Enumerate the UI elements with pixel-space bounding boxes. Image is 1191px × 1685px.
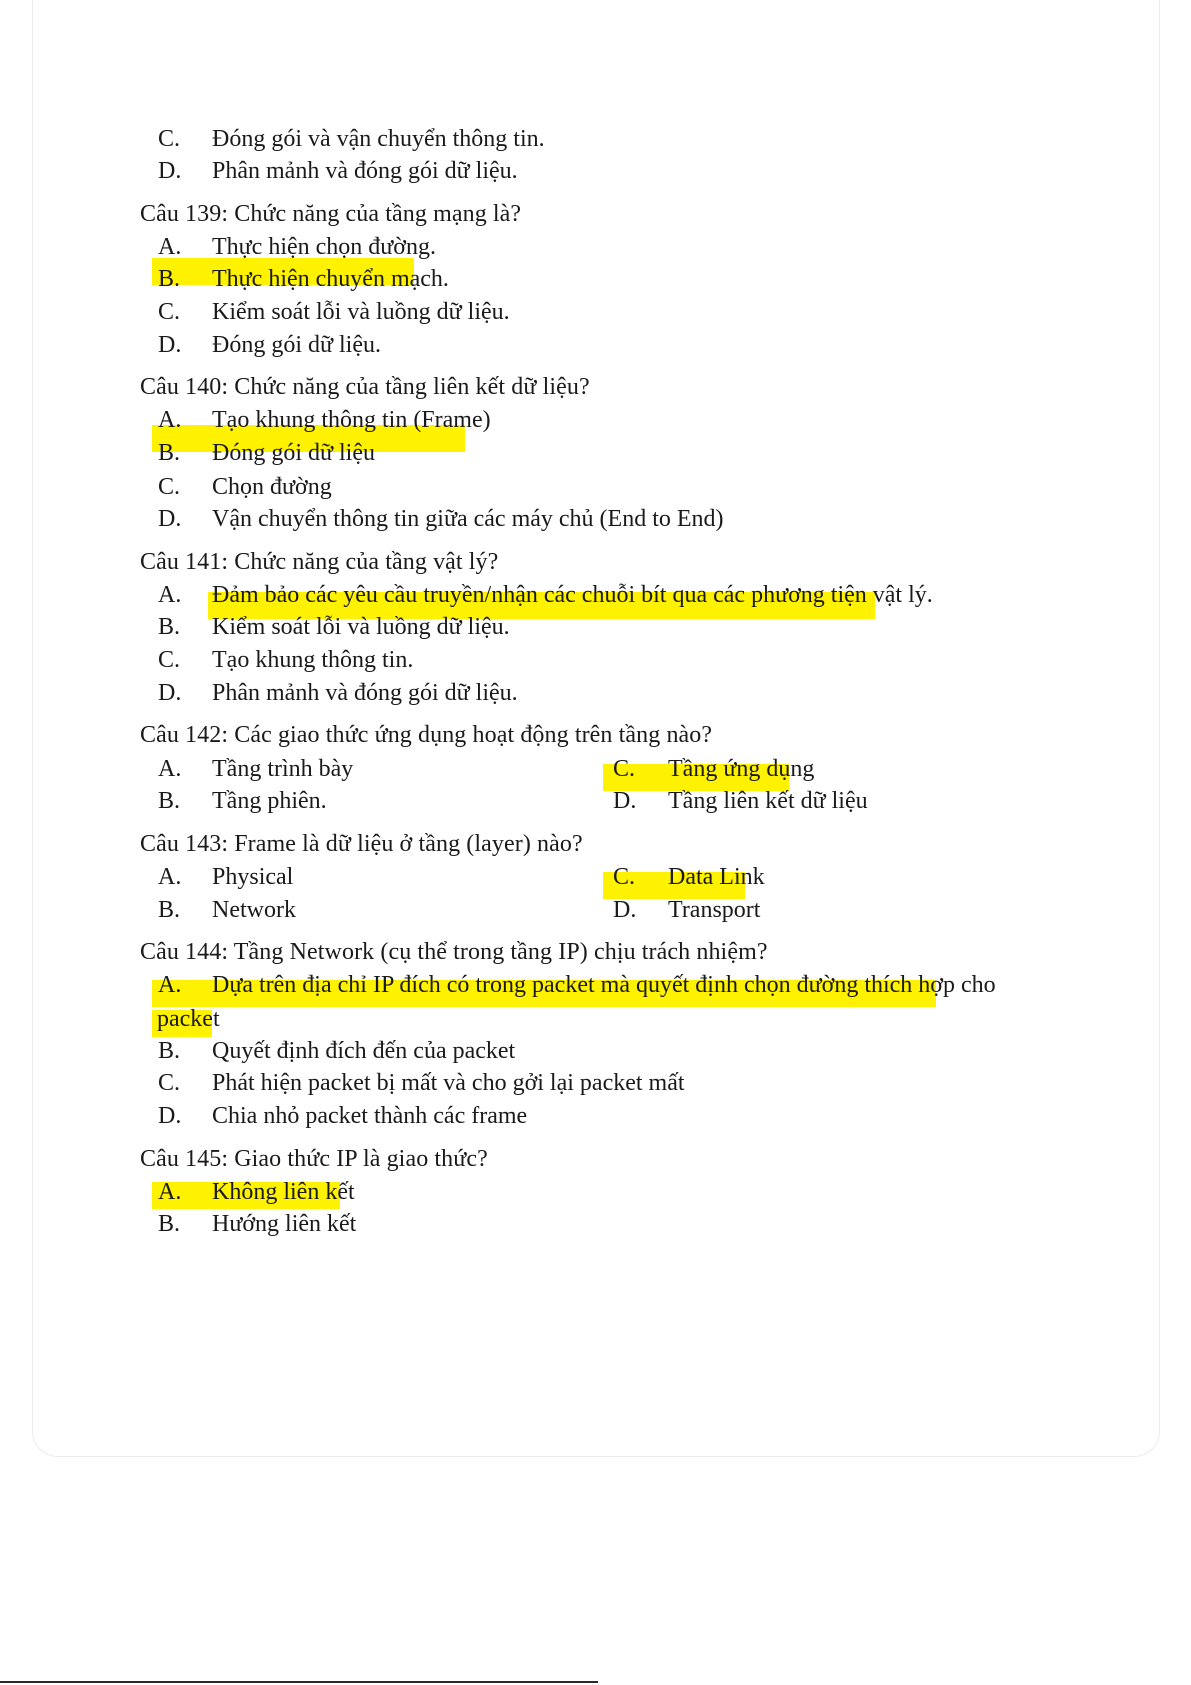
option-text: Tạo khung thông tin (Frame) — [212, 407, 491, 433]
option-text: Đảm bảo các yêu cầu truyền/nhận các chuỗi bít qua các phương tiện vật lý. — [212, 582, 933, 608]
option-text: Hướng liên kết — [212, 1211, 357, 1237]
option-text: Chia nhỏ packet thành các frame — [212, 1103, 528, 1129]
option-text: Tầng trình bày — [212, 756, 354, 782]
option-text: Kiểm soát lỗi và luồng dữ liệu. — [212, 614, 510, 640]
option-text: Quyết định đích đến của packet — [212, 1038, 516, 1064]
option-text: Phân mảnh và đóng gói dữ liệu. — [212, 158, 518, 184]
bottom-divider — [0, 1681, 598, 1683]
option-label: A. — [158, 234, 182, 260]
option-label: B. — [158, 266, 181, 292]
option-text: Kiểm soát lỗi và luồng dữ liệu. — [212, 299, 510, 325]
option-text: Đóng gói và vận chuyển thông tin. — [212, 126, 545, 152]
option-text: Phát hiện packet bị mất và cho gởi lại packet mất — [212, 1070, 685, 1096]
option-text: Physical — [212, 864, 294, 890]
option-label: A. — [158, 407, 182, 433]
option-label: C. — [158, 126, 181, 152]
option-text: Transport — [668, 897, 761, 923]
option-text-continued: packet — [157, 1006, 220, 1032]
question-145: Câu 145: Giao thức IP là giao thức? — [140, 1146, 488, 1172]
option-text: Chọn đường — [212, 474, 332, 500]
option-label: B. — [158, 788, 181, 814]
option-label: C. — [158, 299, 181, 325]
option-text: Tạo khung thông tin. — [212, 647, 414, 673]
option-text: Tầng ứng dụng — [668, 756, 815, 782]
question-143: Câu 143: Frame là dữ liệu ở tầng (layer) nào? — [140, 831, 583, 857]
option-label: D. — [613, 788, 637, 814]
option-label: B. — [158, 614, 181, 640]
option-text: Phân mảnh và đóng gói dữ liệu. — [212, 680, 518, 706]
option-label: D. — [158, 506, 182, 532]
option-text: Vận chuyển thông tin giữa các máy chủ (End to End) — [212, 506, 724, 532]
option-text: Thực hiện chuyển mạch. — [212, 266, 449, 292]
option-text: Đóng gói dữ liệu. — [212, 332, 381, 358]
option-text: Không liên kết — [212, 1179, 355, 1205]
question-139: Câu 139: Chức năng của tầng mạng là? — [140, 201, 522, 227]
question-142: Câu 142: Các giao thức ứng dụng hoạt động trên tầng nào? — [140, 722, 713, 748]
option-text: Tầng liên kết dữ liệu — [668, 788, 868, 814]
option-label: A. — [158, 582, 182, 608]
option-text: Tầng phiên. — [212, 788, 327, 814]
option-label: D. — [158, 158, 182, 184]
option-label: A. — [158, 1179, 182, 1205]
option-label: A. — [158, 972, 182, 998]
option-label: D. — [158, 332, 182, 358]
option-text: Thực hiện chọn đường. — [212, 234, 436, 260]
option-label: C. — [158, 647, 181, 673]
option-label: D. — [158, 680, 182, 706]
option-text: Data Link — [668, 864, 765, 890]
option-label: D. — [158, 1103, 182, 1129]
question-141: Câu 141: Chức năng của tầng vật lý? — [140, 549, 499, 575]
option-label: A. — [158, 756, 182, 782]
question-144: Câu 144: Tầng Network (cụ thể trong tầng IP) chịu trách nhiệm? — [140, 939, 768, 965]
option-label: B. — [158, 1211, 181, 1237]
option-label: A. — [158, 864, 182, 890]
option-text: Dựa trên địa chỉ IP đích có trong packet mà quyết định chọn đường thích hợp cho — [212, 972, 996, 998]
option-text: Đóng gói dữ liệu — [212, 440, 375, 466]
option-text: Network — [212, 897, 296, 923]
option-label: C. — [613, 864, 636, 890]
option-label: D. — [613, 897, 637, 923]
option-label: B. — [158, 1038, 181, 1064]
question-140: Câu 140: Chức năng của tầng liên kết dữ liệu? — [140, 374, 590, 400]
option-label: C. — [613, 756, 636, 782]
option-label: B. — [158, 440, 181, 466]
option-label: B. — [158, 897, 181, 923]
option-label: C. — [158, 1070, 181, 1096]
option-label: C. — [158, 474, 181, 500]
